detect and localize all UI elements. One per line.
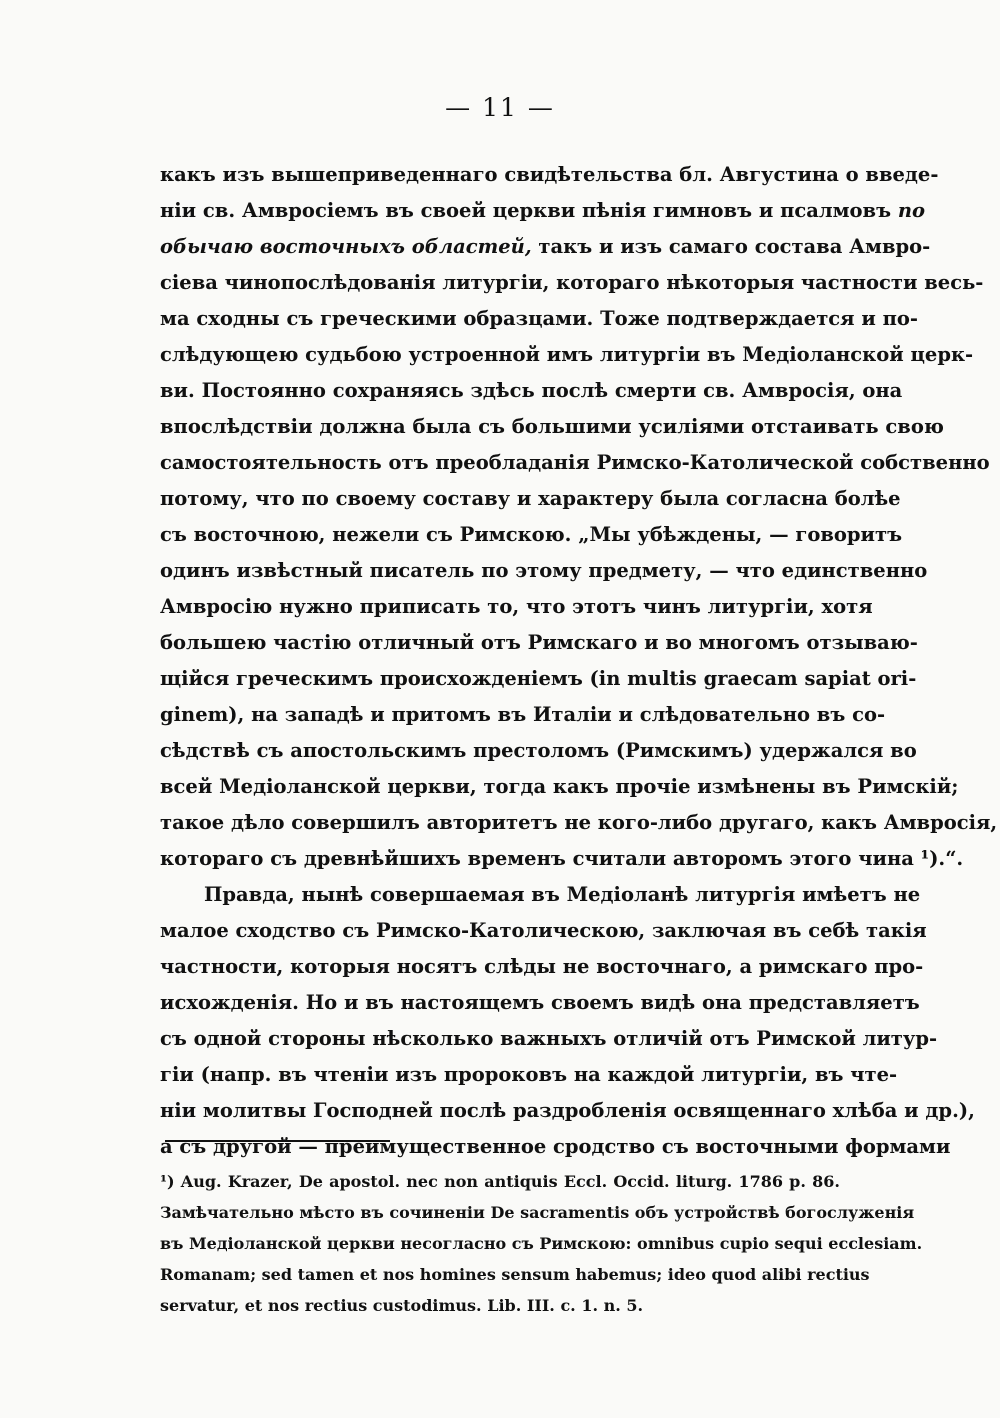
text-line: съ одной стороны нѣсколько важныхъ отличій отъ Римской литур- (160, 1027, 938, 1050)
text-line: частности, которыя носятъ слѣды не восточнаго, а римскаго про- (160, 955, 924, 978)
main-text (160, 157, 998, 1165)
italic-phrase: обычаю восточныхъ областей, (160, 235, 532, 258)
text-line: такое дѣло совершилъ авторитетъ не кого-либо другаго, какъ Амвросія, (160, 811, 998, 834)
text-line: потому, что по своему составу и характеру была согласна болѣе (160, 487, 901, 510)
text-line: Амвросію нужно приписать то, что этотъ чинъ литургіи, хотя (160, 595, 873, 618)
footnote-divider (165, 1140, 390, 1142)
text-line: щійся греческимъ происхожденіемъ (in multis graecam sapiat ori- (160, 667, 917, 690)
text-line: самостоятельность отъ преобладанія Римско-Католической собственно (160, 451, 990, 474)
footnote-line: Замѣчательно мѣсто въ сочиненіи De sacramentis объ устройствѣ богослуженія (160, 1203, 915, 1222)
text-line: котораго съ древнѣйшихъ временъ считали авторомъ этого чина ¹).“. (160, 847, 964, 870)
text-line: всей Медіоланской церкви, тогда какъ прочіе измѣнены въ Римскій; (160, 775, 959, 798)
footnote-line: въ Медіоланской церкви несогласно съ Римскою: omnibus cupio sequi ecclesiam. (160, 1234, 923, 1253)
text-line: ніи молитвы Господней послѣ раздробленія освященнаго хлѣба и др.), (160, 1099, 975, 1122)
text-line: а съ другой — преимущественное сродство съ восточными формами (160, 1135, 951, 1158)
text-line: исхожденія. Но и въ настоящемъ своемъ видѣ она представляетъ (160, 991, 920, 1014)
italic-phrase: по (897, 199, 926, 222)
text-line: сіева чинопослѣдованія литургіи, котораго нѣкоторыя частности весь- (160, 271, 984, 294)
text-line: ви. Постоянно сохраняясь здѣсь послѣ смерти св. Амвросія, она (160, 379, 903, 402)
text-line: гіи (напр. въ чтеніи изъ пророковъ на каждой литургіи, въ чте- (160, 1063, 898, 1086)
text-line: большею частію отличный отъ Римскаго и во многомъ отзываю- (160, 631, 918, 654)
text-line (160, 229, 931, 265)
footnote-line: ¹) Aug. Krazer, De apostol. nec non antiquis Eccl. Occid. liturg. 1786 p. 86. (160, 1172, 840, 1191)
text-line (160, 193, 926, 229)
text-line: ма сходны съ греческими образцами. Тоже подтверждается и по- (160, 307, 918, 330)
text-line: сѣдствѣ съ апостольскимъ престоломъ (Римскимъ) удержался во (160, 739, 917, 762)
footnote-line: Romanam; sed tamen et nos homines sensum habemus; ideo quod alibi rectius (160, 1265, 870, 1284)
text-line: съ восточною, нежели съ Римскою. „Мы убѣждены, — говоритъ (160, 523, 903, 546)
text-line: какъ изъ вышеприведеннаго свидѣтельства бл. Августина о введе- (160, 163, 939, 186)
text-span: ніи св. Амвросіемъ въ своей церкви пѣнія гимновъ и псалмовъ (160, 199, 892, 222)
footnotes (160, 1166, 923, 1321)
text-span: такъ и изъ самаго состава Амвро- (538, 235, 931, 258)
footnote-line: servatur, et nos rectius custodimus. Lib. III. c. 1. n. 5. (160, 1296, 644, 1315)
page-number: — 11 — (445, 93, 555, 122)
text-line: одинъ извѣстный писатель по этому предмету, — что единственно (160, 559, 928, 582)
text-line: слѣдующею судьбою устроенной имъ литургіи въ Медіоланской церк- (160, 343, 974, 366)
text-line: малое сходство съ Римско-Католическою, заключая въ себѣ такія (160, 919, 927, 942)
paragraph-start-line: Правда, нынѣ совершаемая въ Медіоланѣ литургія имѣетъ не (204, 883, 921, 906)
text-line: ginem), на западѣ и притомъ въ Италіи и слѣдовательно въ со- (160, 703, 886, 726)
text-line: впослѣдствіи должна была съ большими усиліями отстаивать свою (160, 415, 944, 438)
